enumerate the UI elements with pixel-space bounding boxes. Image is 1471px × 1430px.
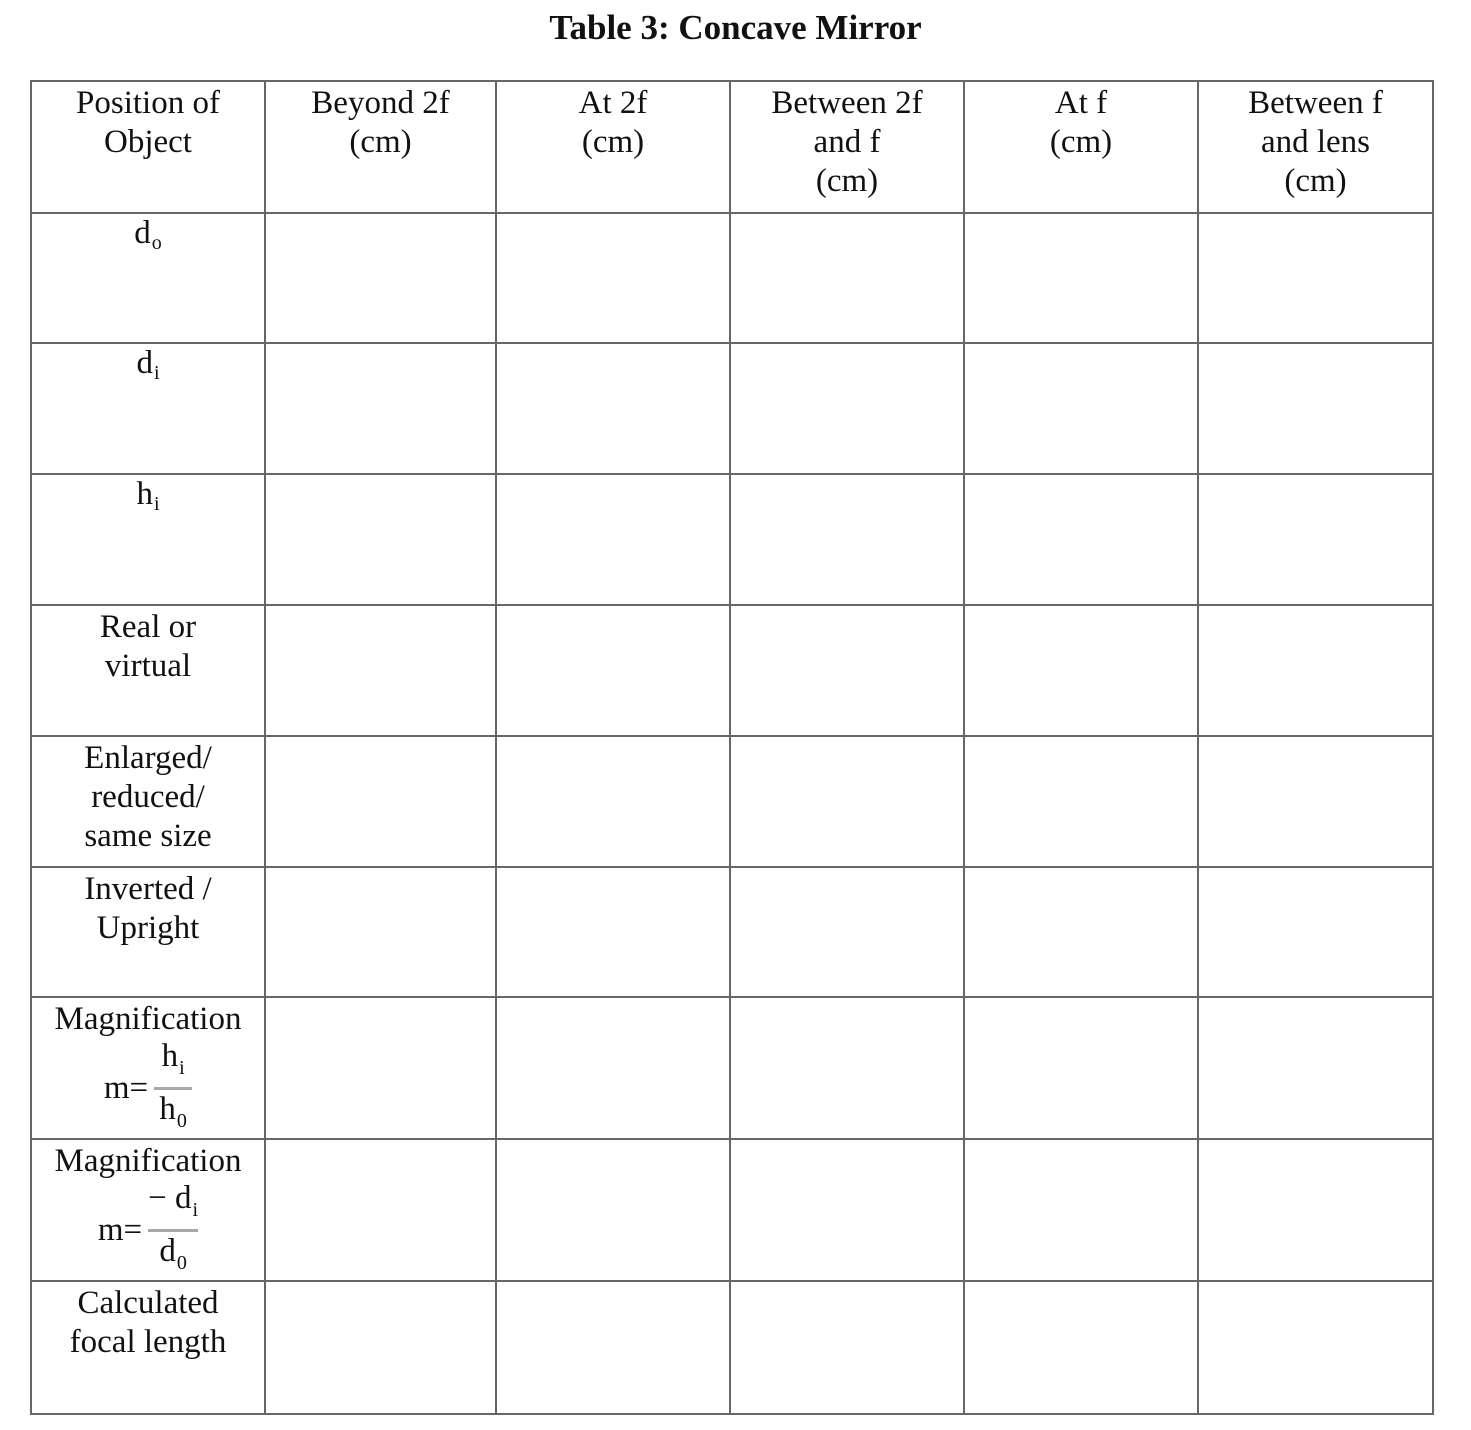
header-row [31,81,1433,213]
fraction-bar [154,1087,192,1090]
fraction-numerator [148,1181,198,1227]
header-beyond-2f [265,81,496,213]
data-cell-input[interactable] [964,997,1198,1139]
symbol-base: − d [148,1180,192,1216]
symbol-subscript: i [153,362,160,384]
label-line: reduced/ [91,779,205,815]
data-cell-input[interactable] [265,474,496,605]
data-cell-input[interactable] [964,474,1198,605]
table-row-di [31,343,1433,474]
data-cell-input[interactable] [265,343,496,474]
data-cell-input[interactable] [265,867,496,997]
data-cell-input[interactable] [1198,867,1433,997]
symbol-base: d [136,345,153,381]
fraction [154,1039,192,1138]
data-cell-input[interactable] [265,1139,496,1281]
data-cell-input[interactable] [496,213,730,343]
data-cell-input[interactable] [496,474,730,605]
table-row-hi [31,474,1433,605]
data-cell-input[interactable] [496,997,730,1139]
data-cell-input[interactable] [730,474,964,605]
table-row-size [31,736,1433,867]
label-line: Upright [96,910,200,946]
label-line: Calculated [77,1285,219,1321]
magnification-formula-distance [98,1181,198,1280]
table-title: Table 3: Concave Mirror [549,8,922,47]
row-label-focal-length [31,1281,265,1414]
data-cell-input[interactable] [730,867,964,997]
data-cell-input[interactable] [964,343,1198,474]
data-cell-input[interactable] [730,997,964,1139]
table-row-do [31,213,1433,343]
fraction-numerator [162,1039,185,1085]
header-at-2f [496,81,730,213]
header-line: Between 2f [771,85,923,121]
data-cell-input[interactable] [1198,474,1433,605]
symbol-subscript: i [192,1199,199,1221]
data-cell-input[interactable] [1198,213,1433,343]
data-cell-input[interactable] [730,213,964,343]
row-label-hi [31,474,265,605]
data-cell-input[interactable] [964,605,1198,736]
data-cell-input[interactable] [1198,736,1433,867]
symbol-subscript: 0 [176,1110,187,1132]
label-line: same size [84,818,212,854]
header-line: (cm) [349,124,412,160]
header-line: (cm) [1284,163,1347,199]
label-line: Inverted / [84,871,212,907]
symbol-base: h [136,476,153,512]
data-cell-input[interactable] [265,213,496,343]
data-cell-input[interactable] [1198,1139,1433,1281]
row-label-do [31,213,265,343]
label-line: Enlarged/ [84,740,212,776]
data-cell-input[interactable] [1198,997,1433,1139]
label-line: Real or [99,609,197,645]
header-line: Beyond 2f [311,85,450,121]
row-label-magnification-height [31,997,265,1139]
data-cell-input[interactable] [496,1139,730,1281]
fraction-bar [148,1229,198,1232]
row-label-magnification-distance [31,1139,265,1281]
table-row-magnification-height [31,997,1433,1139]
header-line: and lens [1260,124,1371,160]
data-cell-input[interactable] [964,213,1198,343]
header-line: At f [1054,85,1108,121]
data-cell-input[interactable] [1198,605,1433,736]
symbol-subscript: 0 [176,1252,187,1274]
header-line: Position of [76,85,220,121]
data-cell-input[interactable] [730,343,964,474]
header-line: (cm) [815,163,879,199]
data-cell-input[interactable] [496,736,730,867]
data-cell-input[interactable] [265,605,496,736]
symbol-base: h [159,1091,176,1127]
header-line: Between f [1248,85,1383,121]
symbol-subscript: i [153,493,160,515]
data-cell-input[interactable] [730,605,964,736]
formula-lhs: m= [97,1212,143,1248]
data-cell-input[interactable] [730,1139,964,1281]
label-line: focal length [69,1324,227,1360]
symbol-subscript: o [151,232,162,254]
header-at-f [964,81,1198,213]
data-cell-input[interactable] [1198,343,1433,474]
data-cell-input[interactable] [964,736,1198,867]
data-cell-input[interactable] [496,605,730,736]
table-row-real-virtual [31,605,1433,736]
symbol-base: d [134,215,151,251]
fraction [148,1181,198,1280]
data-cell-input[interactable] [496,1281,730,1414]
header-between-f-and-lens [1198,81,1433,213]
table-row-focal-length [31,1281,1433,1414]
formula-lhs: m= [103,1070,149,1106]
symbol-base: d [159,1233,176,1269]
header-line: (cm) [581,124,645,160]
symbol-base: h [161,1038,179,1074]
row-label-size [31,736,265,867]
fraction-denominator [159,1234,187,1280]
fraction-denominator [159,1092,187,1138]
data-cell-input[interactable] [730,1281,964,1414]
row-label-di [31,343,265,474]
data-cell-input[interactable] [1198,1281,1433,1414]
header-line: At 2f [578,85,648,121]
table-row-magnification-distance [31,1139,1433,1281]
row-label-real-virtual [31,605,265,736]
header-line: (cm) [1049,124,1113,160]
data-cell-input[interactable] [496,343,730,474]
header-between-2f-and-f [730,81,964,213]
concave-mirror-table [30,80,1434,1415]
data-cell-input[interactable] [730,736,964,867]
header-line: and f [813,124,881,160]
data-cell-input[interactable] [496,867,730,997]
magnification-formula-height [104,1039,192,1138]
data-cell-input[interactable] [964,1281,1198,1414]
symbol-subscript: i [179,1057,185,1079]
label-line: Magnification [54,1001,242,1037]
data-cell-input[interactable] [265,1281,496,1414]
label-line: Magnification [54,1143,242,1179]
label-line: virtual [104,648,192,684]
data-cell-input[interactable] [964,1139,1198,1281]
data-cell-input[interactable] [265,736,496,867]
data-cell-input[interactable] [964,867,1198,997]
header-line: Object [104,124,192,160]
table-row-orientation [31,867,1433,997]
data-cell-input[interactable] [265,997,496,1139]
row-label-orientation [31,867,265,997]
header-position-of-object [31,81,265,213]
